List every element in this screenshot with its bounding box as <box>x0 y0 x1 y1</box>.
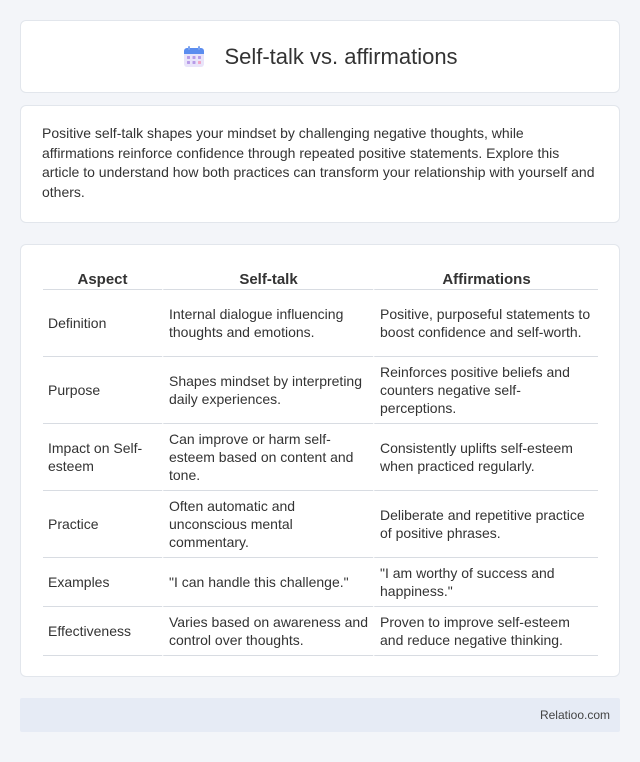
row-self-talk: "I can handle this challenge." <box>162 558 373 607</box>
comparison-table <box>43 265 598 656</box>
header-affirmations: Affirmations <box>373 265 598 290</box>
table-row <box>43 357 598 424</box>
row-affirmations: Reinforces positive beliefs and counters negative self-perceptions. <box>373 357 598 424</box>
row-affirmations: Proven to improve self-esteem and reduce negative thinking. <box>373 607 598 656</box>
row-self-talk: Can improve or harm self-esteem based on content and tone. <box>162 424 373 491</box>
calendar-icon <box>182 45 206 69</box>
row-self-talk: Shapes mindset by interpreting daily experiences. <box>162 357 373 424</box>
row-self-talk: Internal dialogue influencing thoughts and emotions. <box>162 290 373 357</box>
header-card <box>20 20 620 93</box>
footer-site-link[interactable]: Relatioo.com <box>539 708 610 722</box>
table-row <box>43 558 598 607</box>
row-aspect: Purpose <box>43 357 162 424</box>
header-self-talk: Self-talk <box>162 265 373 290</box>
table-row <box>43 424 598 491</box>
table-row <box>43 491 598 558</box>
footer <box>20 698 620 732</box>
row-aspect: Definition <box>43 290 162 357</box>
row-self-talk: Varies based on awareness and control over thoughts. <box>162 607 373 656</box>
row-aspect: Effectiveness <box>43 607 162 656</box>
row-aspect: Practice <box>43 491 162 558</box>
table-row <box>43 607 598 656</box>
table-row <box>43 290 598 357</box>
header-aspect: Aspect <box>43 265 162 290</box>
row-affirmations: Consistently uplifts self-esteem when practiced regularly. <box>373 424 598 491</box>
title-wrap <box>182 44 457 70</box>
row-self-talk: Often automatic and unconscious mental commentary. <box>162 491 373 558</box>
row-aspect: Examples <box>43 558 162 607</box>
row-affirmations: Positive, purposeful statements to boost confidence and self-worth. <box>373 290 598 357</box>
intro-text: Positive self-talk shapes your mindset by challenging negative thoughts, while affirmations reinforce confidence through repeated positive statements. Explore this article to understand how both practices can transform your relationship with yourself and others. <box>42 125 595 200</box>
page-title: Self-talk vs. affirmations <box>224 43 458 69</box>
row-affirmations: Deliberate and repetitive practice of positive phrases. <box>373 491 598 558</box>
table-header-row <box>43 265 598 290</box>
row-aspect: Impact on Self-esteem <box>43 424 162 491</box>
row-affirmations: "I am worthy of success and happiness." <box>373 558 598 607</box>
table-card <box>20 244 620 677</box>
intro-card <box>20 105 620 223</box>
